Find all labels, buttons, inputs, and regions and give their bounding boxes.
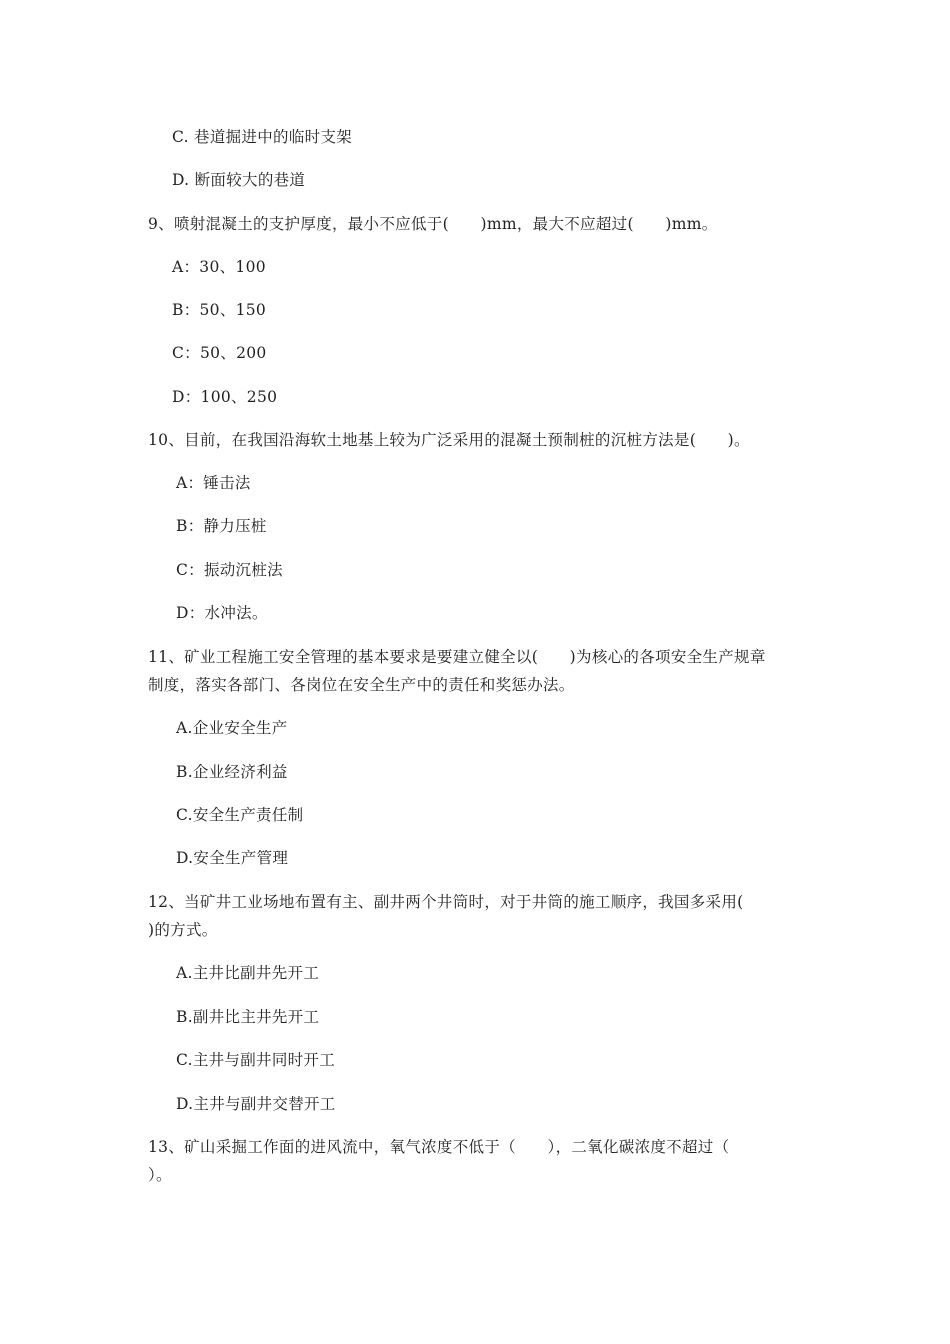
option-12d: D.主井与副井交替开工: [176, 1095, 336, 1113]
option-11c: C.安全生产责任制: [176, 806, 304, 824]
option-10d: D：水冲法。: [176, 604, 268, 622]
option-8d: D. 断面较大的巷道: [172, 171, 306, 189]
option-11a: A.企业安全生产: [176, 719, 288, 737]
option-9c: C：50、200: [172, 344, 267, 362]
option-8c: C. 巷道掘进中的临时支架: [172, 128, 353, 146]
option-11b: B.企业经济利益: [176, 763, 288, 781]
option-12a: A.主井比副井先开工: [176, 964, 320, 982]
question-10: 10、目前，在我国沿海软土地基上较为广泛采用的混凝土预制桩的沉桩方法是( )。: [148, 431, 750, 449]
question-11-cont: 制度，落实各部门、各岗位在安全生产中的责任和奖惩办法。: [148, 676, 575, 694]
question-9: 9、喷射混凝土的支护厚度，最小不应低于( )mm，最大不应超过( )mm。: [148, 215, 718, 233]
option-10a: A：锤击法: [176, 474, 251, 492]
option-10b: B：静力压桩: [176, 517, 267, 535]
option-12b: B.副井比主井先开工: [176, 1008, 320, 1026]
question-13: 13、矿山采掘工作面的进风流中，氧气浓度不低于（ ），二氧化碳浓度不超过（: [148, 1138, 730, 1156]
question-13-cont: ）。: [148, 1166, 172, 1184]
option-11d: D.安全生产管理: [176, 849, 289, 867]
option-9d: D：100、250: [172, 388, 278, 406]
question-11: 11、矿业工程施工安全管理的基本要求是要建立健全以( )为核心的各项安全生产规章: [148, 648, 766, 666]
question-12-cont: )的方式。: [148, 921, 218, 939]
option-9b: B：50、150: [172, 301, 267, 319]
option-9a: A：30、100: [172, 258, 266, 276]
option-12c: C.主井与副井同时开工: [176, 1051, 336, 1069]
option-10c: C：振动沉桩法: [176, 561, 283, 579]
question-12: 12、当矿井工业场地布置有主、副井两个井筒时，对于井筒的施工顺序，我国多采用(: [148, 893, 744, 911]
